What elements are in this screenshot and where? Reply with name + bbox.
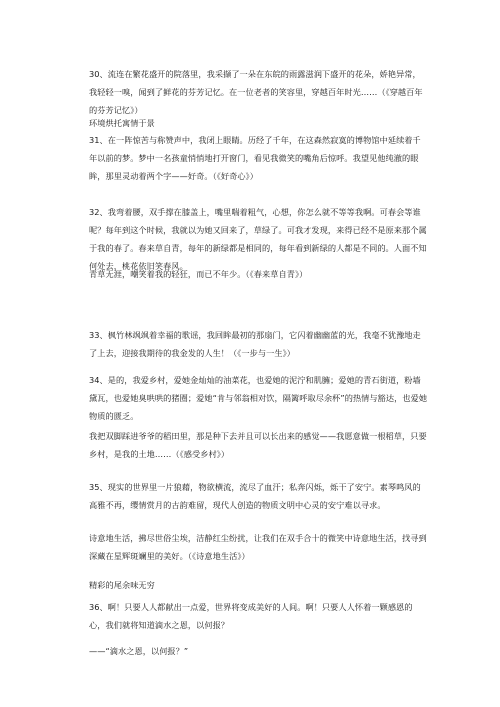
paragraph-33: 33、枫竹林飒飒着幸福的歌谣，我回眸最初的那扇门，它闪着幽幽蓝的光，我毫不犹豫地走了上去，迎接我期待的我金发的人生！（《一步与一生》） (89, 330, 421, 358)
paragraph-34-continued: 我把双脚踩进爷爷的稻田里，那是种下去并且可以长出来的感觉——我愿意做一根稻草，只要乡村，是我的土地……（《感受乡村》） (89, 431, 427, 459)
closing-quote: ——“滴水之恩，以何报？” (89, 646, 189, 656)
paragraph-30: 30、流连在繁花盛开的院落里，我采撷了一朵在东皖的雨露滋润下盛开的花朵，娇艳异常，我轻轻一嗅，闻到了鲜花的芬芳记忆。在一位老者的笑容里，穿越百年时光……（《穿越百年的芬芳记忆》） (89, 69, 423, 115)
paragraph-32-continued: 青草无涯，嘲笑着我的轻狂，而已不年少。（《春来草自青》） (89, 269, 308, 279)
section-heading-environment: 环境烘托寓情于景 (89, 118, 155, 128)
paragraph-34: 34、是的，我爱乡村，爱她金灿灿的油菜花，也爱她的泥泞和肌臃；爱她的青石街道，粉墙黛瓦，也爱她臭哄哄的猪圈；爱她“肯与邻翁相对饮，隔篱呼取尽余杯”的热情与豁达，也爱她物质的匮乏。 (89, 375, 428, 421)
section-heading-ending: 精彩的尾余味无穷 (89, 580, 155, 590)
paragraph-35: 35、现实的世界里一片狼藉，物欲横流，流尽了血汗；私奔闪烁，烁干了安宁。素琴鸣风的高雅不再，缨情赏月的古韵难留，现代人创造的物质文明中心灵的安宁难以寻求。 (89, 482, 421, 510)
paragraph-32: 32、我弯着腰，双手撑在膝盖上，嘴里喘着粗气，心想，你怎么就不等等我啊。可春会等谁呢？每年到这个时候，我就以为她又回来了，草绿了。可我才发现，来得已经不是原来那个属于我的春了。春来草自青，每年的新绿都是相同的，每年看到新绿的人都是不同的。人面不知何处去，桃花依旧笑春风。 (89, 207, 427, 271)
paragraph-35-continued: 诗意地生活，拂尽世俗尘埃，洁静红尘纷扰，让我们在双手合十的微笑中诗意地生活，找寻到深藏在星辉斑斓里的美好。（《诗意地生活》） (89, 533, 427, 561)
paragraph-31: 31、在一阵惊苦与称赞声中，我闭上眼睛。历经了千年，在这森然寂寞的博物馆中延续着千年以前的梦。梦中一名孩童悄悄地打开窗门，看见我微笑的嘴角后惊呼。我望见他纯澈的眼眸，那里灵动着两个字——好奇。（《好奇心》） (89, 135, 421, 181)
paragraph-36: 36、啊！只要人人都献出一点爱，世界将变成美好的人间。啊！只要人人怀着一颗感恩的心，我们就将知道滴水之恩，以何报？ (89, 602, 413, 630)
